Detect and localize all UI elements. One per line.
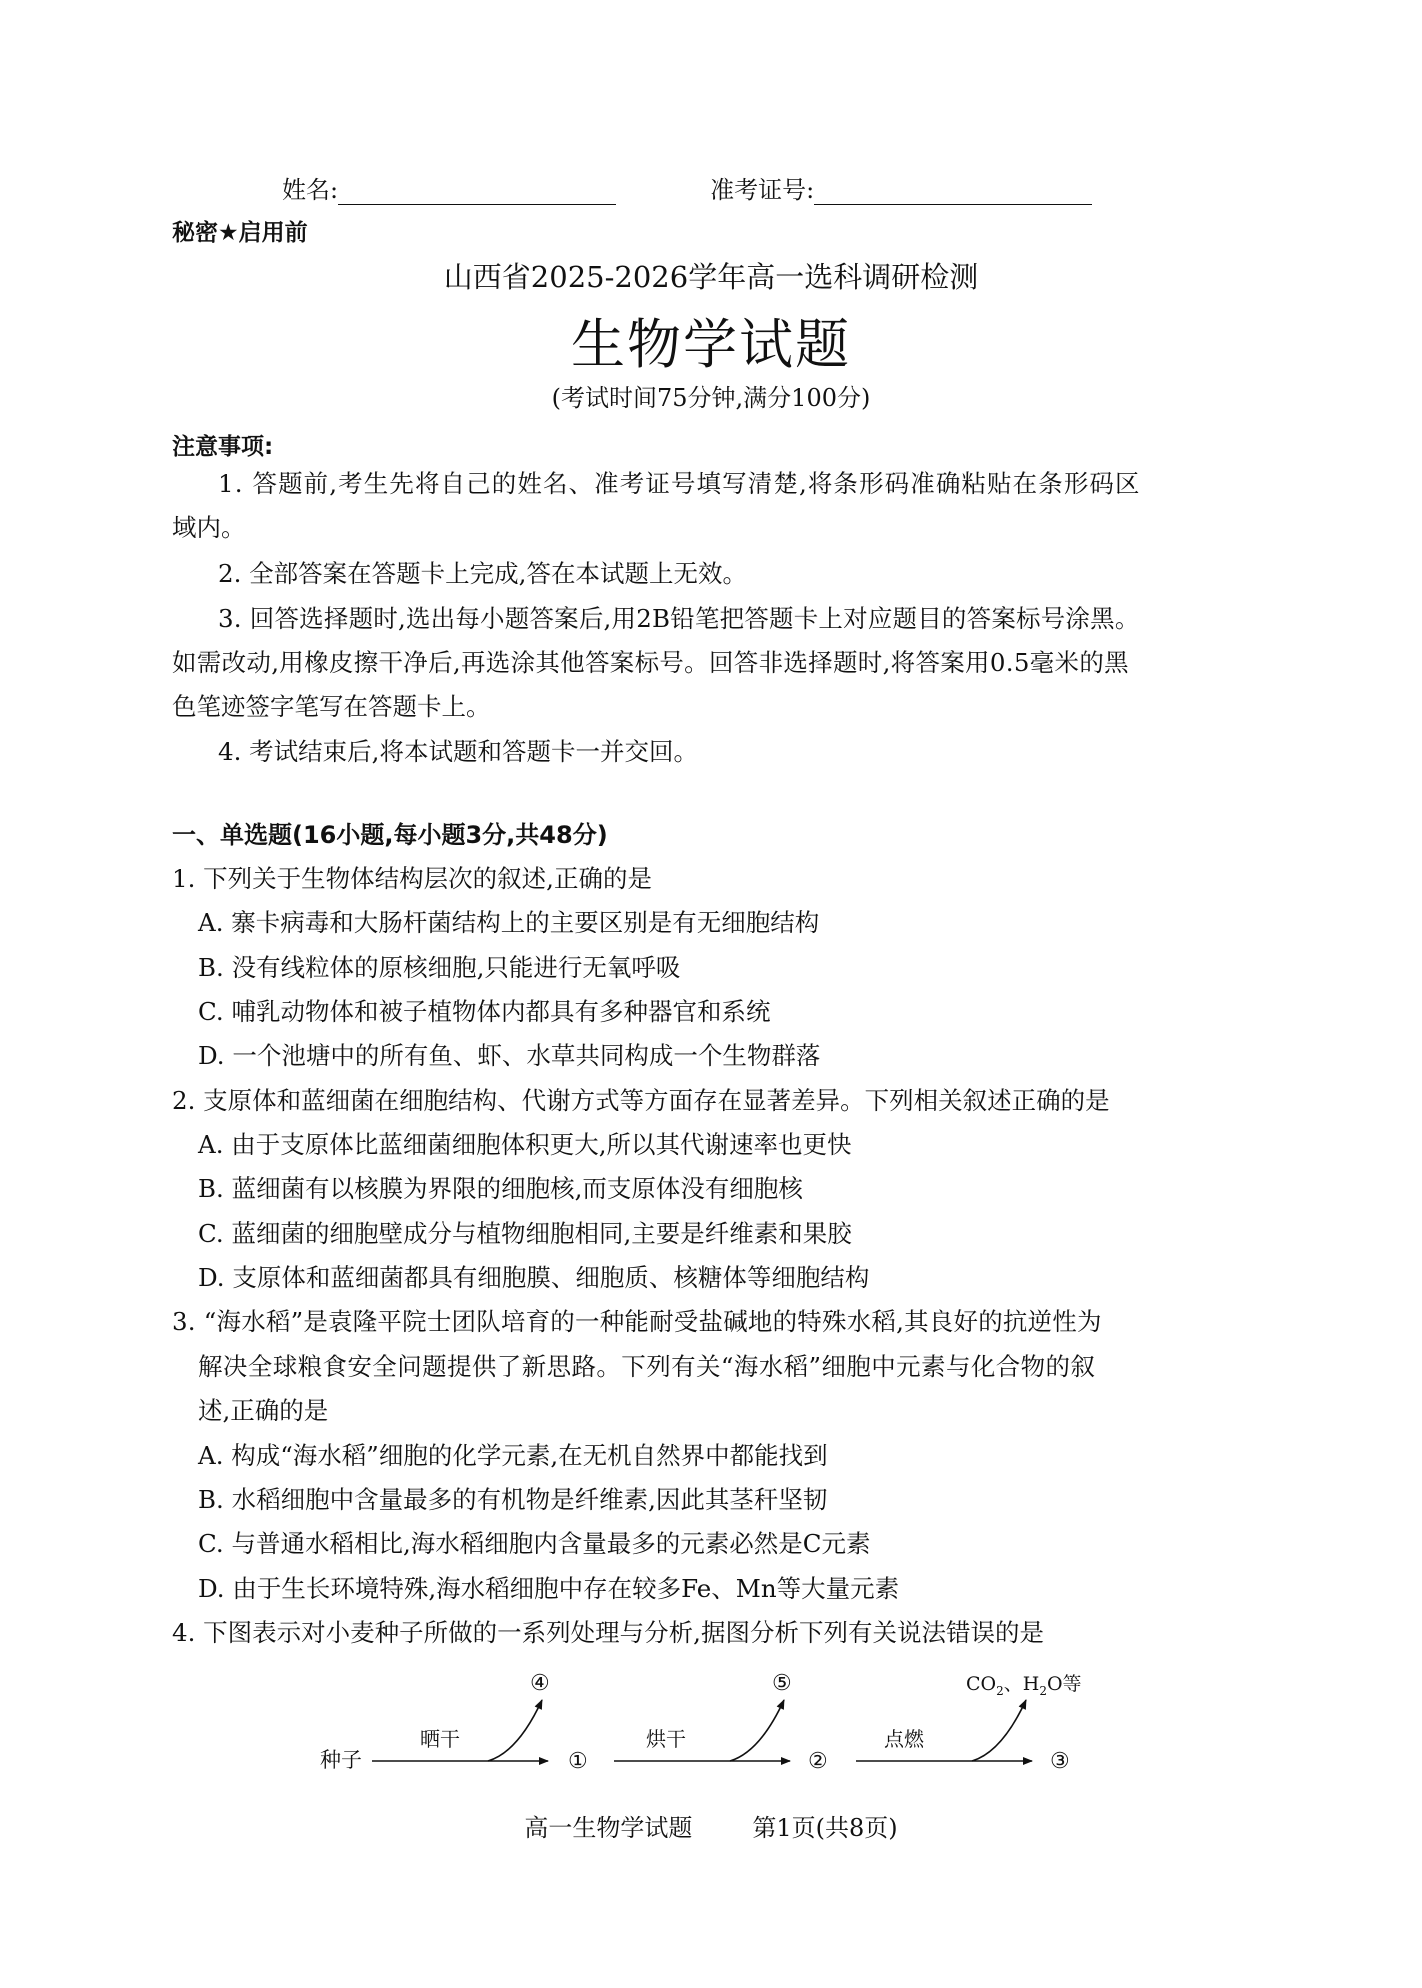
- notice-item-1-cont: 域内。: [172, 513, 246, 542]
- question-1-stem: 1. 下列关于生物体结构层次的叙述,正确的是: [172, 864, 652, 893]
- question-1-option-d: D. 一个池塘中的所有鱼、虾、水草共同构成一个生物群落: [198, 1041, 821, 1070]
- question-1-option-a: A. 寨卡病毒和大肠杆菌结构上的主要区别是有无细胞结构: [198, 908, 820, 937]
- diagram-node-3: ③: [1050, 1749, 1070, 1774]
- question-4-stem: 4. 下图表示对小麦种子所做的一系列处理与分析,据图分析下列有关说法错误的是: [172, 1618, 1044, 1647]
- exam-id-label: 准考证号:: [710, 176, 815, 204]
- time-info: (考试时间75分钟,满分100分): [551, 384, 871, 412]
- diagram-node-2: ②: [808, 1749, 828, 1774]
- diagram-products: $CO_2$、$H_2O$等: [966, 1673, 1082, 1698]
- section-heading: 一、单选题(16小题,每小题3分,共48分): [172, 821, 608, 849]
- page-footer: [0, 1808, 1422, 1843]
- diagram-node-5: ⑤: [772, 1671, 792, 1696]
- question-2-option-c: C. 蓝细菌的细胞壁成分与植物细胞相同,主要是纤维素和果胶: [198, 1219, 852, 1248]
- exam-subtitle: 山西省2025-2026学年高一选科调研检测: [443, 260, 979, 294]
- question-2-option-b: B. 蓝细菌有以核膜为界限的细胞核,而支原体没有细胞核: [198, 1174, 803, 1203]
- question-3-option-c: C. 与普通水稻相比,海水稻细胞内含量最多的元素必然是C元素: [198, 1529, 871, 1558]
- exam-title: 生物学试题: [571, 313, 851, 376]
- question-3-option-a: A. 构成“海水稻”细胞的化学元素,在无机自然界中都能找到: [198, 1441, 828, 1470]
- branch-arrow-2: [730, 1700, 784, 1761]
- notice-heading: 注意事项:: [172, 434, 274, 460]
- diagram-step-burn: 点燃: [884, 1727, 924, 1751]
- diagram-step-sun-dry: 晒干: [420, 1727, 460, 1751]
- question-2-option-d: D. 支原体和蓝细菌都具有细胞膜、细胞质、核糖体等细胞结构: [198, 1263, 870, 1292]
- question-1-option-b: B. 没有线粒体的原核细胞,只能进行无氧呼吸: [198, 953, 681, 982]
- diagram-step-oven-dry: 烘干: [646, 1727, 686, 1751]
- question-3-option-d: D. 由于生长环境特殊,海水稻细胞中存在较多Fe、Mn等大量元素: [198, 1574, 900, 1603]
- notice-item-3: 3. 回答选择题时,选出每小题答案后,用2B铅笔把答题卡上对应题目的答案标号涂黑。: [218, 604, 1140, 633]
- name-id-row: [282, 170, 1092, 205]
- exam-id-blank[interactable]: [814, 178, 1092, 205]
- question-3-stem-cont2: 述,正确的是: [198, 1396, 329, 1425]
- diagram-node-1: ①: [568, 1749, 588, 1774]
- name-label: 姓名:: [282, 176, 339, 204]
- seed-processing-diagram: [300, 1660, 1100, 1790]
- question-1-option-c: C. 哺乳动物体和被子植物体内都具有多种器官和系统: [198, 997, 771, 1026]
- notice-item-2: 2. 全部答案在答题卡上完成,答在本试题上无效。: [218, 559, 747, 588]
- notice-item-4: 4. 考试结束后,将本试题和答题卡一并交回。: [218, 737, 698, 766]
- question-2-option-a: A. 由于支原体比蓝细菌细胞体积更大,所以其代谢速率也更快: [198, 1130, 852, 1159]
- footer-page-number: 第1页(共8页): [752, 1814, 898, 1842]
- branch-arrow-1: [488, 1700, 542, 1761]
- diagram-seed-label: 种子: [320, 1748, 362, 1772]
- diagram-node-4: ④: [530, 1671, 550, 1696]
- notice-item-3-cont2: 色笔迹签字笔写在答题卡上。: [172, 692, 491, 721]
- notice-item-1: 1. 答题前,考生先将自己的姓名、准考证号填写清楚,将条形码准确粘贴在条形码区: [218, 469, 1141, 498]
- footer-course: 高一生物学试题: [524, 1814, 693, 1842]
- secret-mark: 秘密★启用前: [172, 220, 308, 246]
- question-3-stem: 3. “海水稻”是袁隆平院士团队培育的一种能耐受盐碱地的特殊水稻,其良好的抗逆性为: [172, 1307, 1102, 1336]
- question-3-option-b: B. 水稻细胞中含量最多的有机物是纤维素,因此其茎秆坚韧: [198, 1485, 828, 1514]
- notice-item-3-cont: 如需改动,用橡皮擦干净后,再选涂其他答案标号。回答非选择题时,将答案用0.5毫米的黑: [172, 648, 1129, 677]
- question-3-stem-cont: 解决全球粮食安全问题提供了新思路。下列有关“海水稻”细胞中元素与化合物的叙: [198, 1352, 1096, 1381]
- branch-arrow-3: [972, 1700, 1026, 1761]
- question-2-stem: 2. 支原体和蓝细菌在细胞结构、代谢方式等方面存在显著差异。下列相关叙述正确的是: [172, 1086, 1110, 1115]
- name-blank[interactable]: [338, 178, 616, 205]
